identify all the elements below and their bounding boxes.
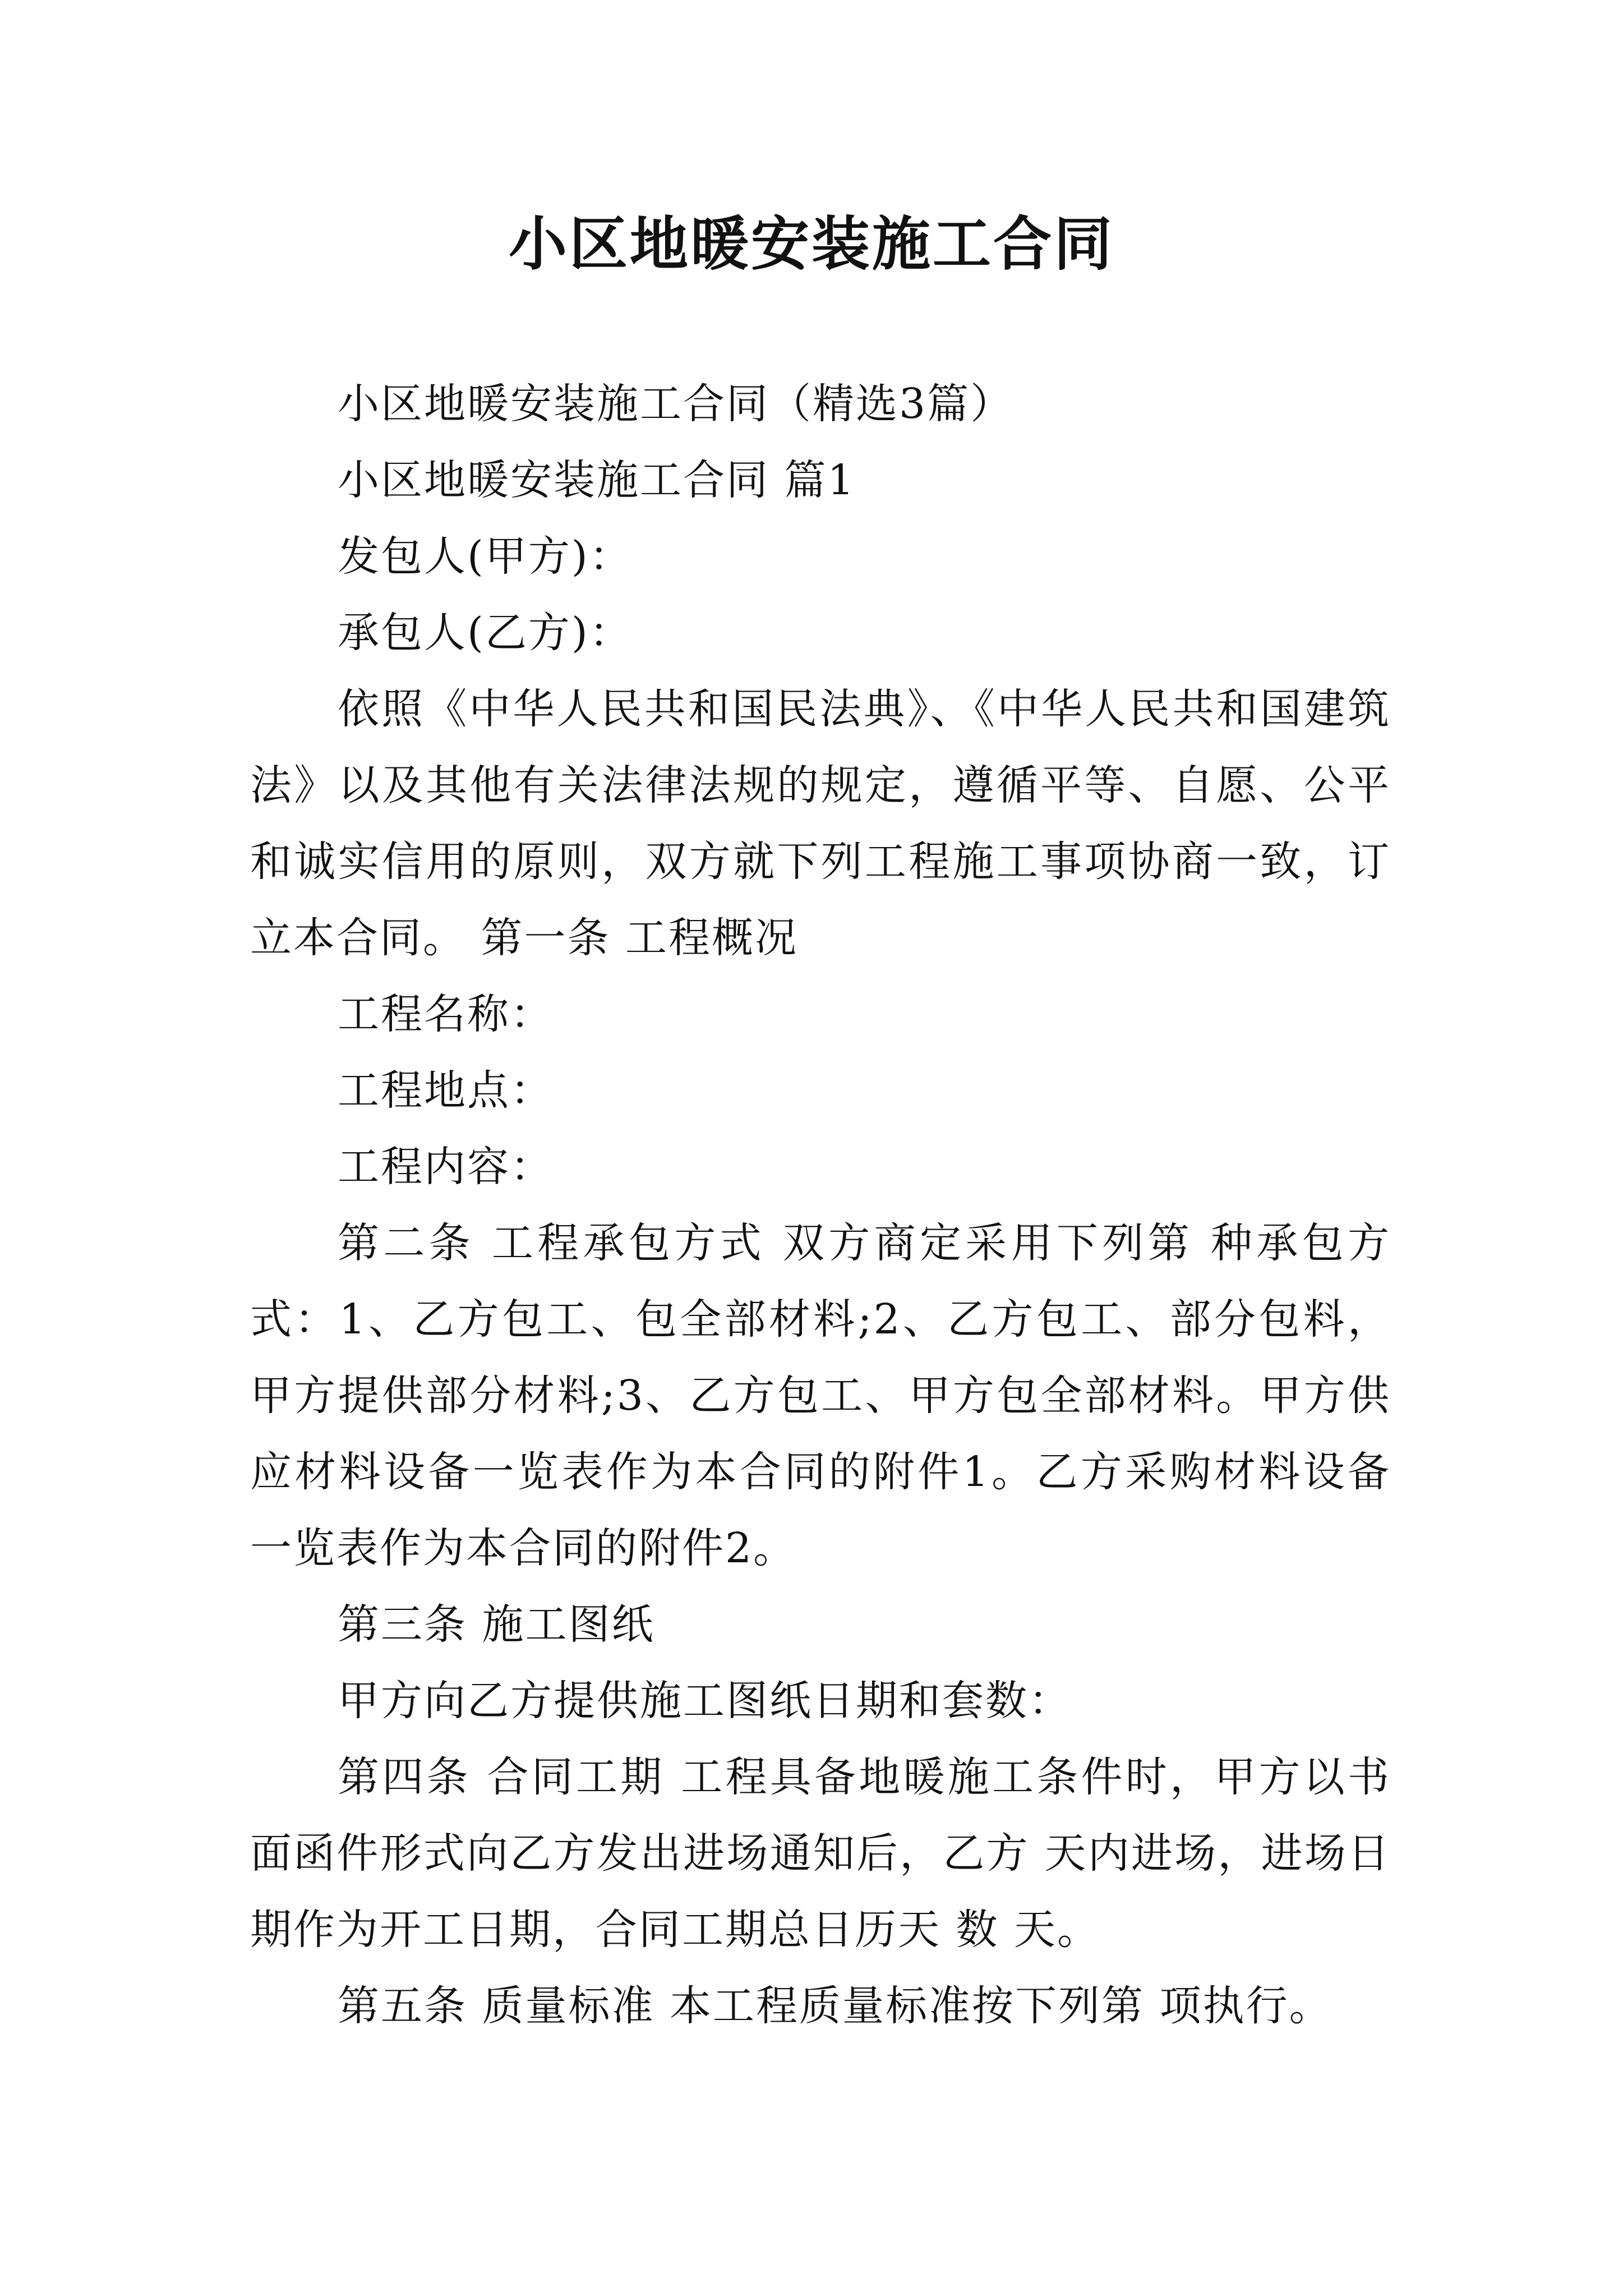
doc-subtitle: 小区地暖安装施工合同（精选3篇） <box>338 380 1014 428</box>
project-content-line: 工程内容： <box>338 1143 554 1191</box>
article-2-paragraph: 第二条 工程承包方式 双方商定采用下列第 种承包方式：1、乙方包工、包全部材料;2、乙方包工、部分包料，甲方提供部分材料;3、乙方包工、甲方包全部材料。甲方供应材料设备一览表作为本合同的附件1。乙方采购材料设备一览表作为本合同的附件2。 <box>250 1219 1391 1572</box>
section-heading: 小区地暖安装施工合同 篇1 <box>338 456 856 504</box>
article-4-paragraph: 第四条 合同工期 工程具备地暖施工条件时，甲方以书面函件形式向乙方发出进场通知后，乙方 天内进场，进场日期作为开工日期，合同工期总日历天 数 天。 <box>250 1753 1391 1954</box>
project-location-line: 工程地点： <box>338 1066 554 1115</box>
article-5-paragraph: 第五条 质量标准 本工程质量标准按下列第 项执行。 <box>338 1982 1332 2030</box>
project-name-line: 工程名称： <box>338 990 554 1038</box>
document-body <box>250 366 1391 2044</box>
party-b-line: 承包人(乙方)： <box>338 609 633 657</box>
article-3-heading: 第三条 施工图纸 <box>338 1600 655 1649</box>
document-title: 小区地暖安装施工合同 <box>508 209 1114 278</box>
drawings-line: 甲方向乙方提供施工图纸日期和套数： <box>338 1677 1072 1725</box>
party-a-line: 发包人(甲方)： <box>338 532 633 581</box>
preamble-paragraph: 依照《中华人民共和国民法典》、《中华人民共和国建筑法》以及其他有关法律法规的规定，遵循平等、自愿、公平和诚实信用的原则，双方就下列工程施工事项协商一致，订立本合同。 第一条 工程概况 <box>250 685 1391 962</box>
